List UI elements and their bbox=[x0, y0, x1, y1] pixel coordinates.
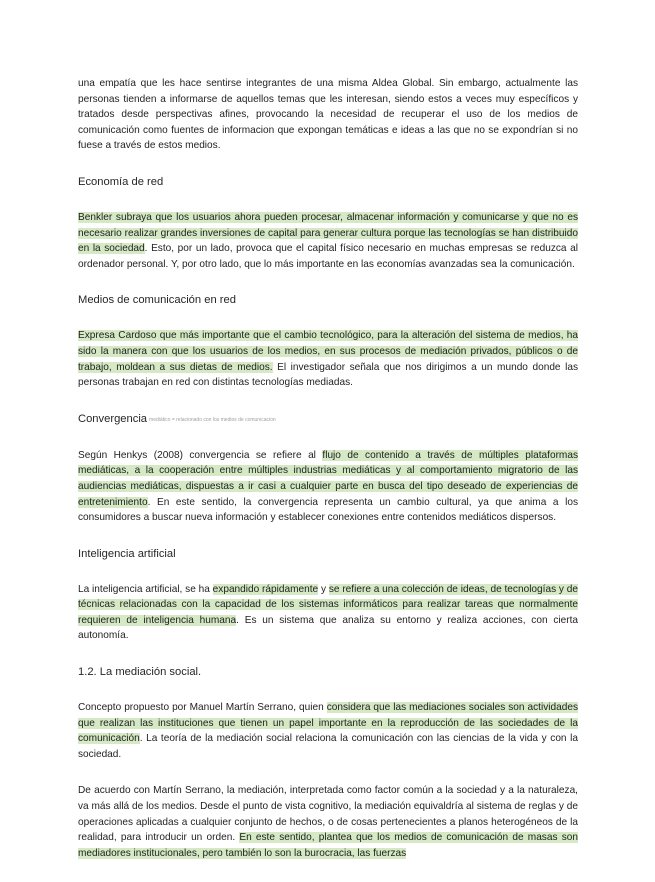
highlight: En este sentido, plantea que los medios de comunicación de masas son mediadores institucionales, pero también lo son la burocracia, las fuerzas bbox=[78, 832, 578, 859]
section-heading-mediacion: 1.2. La mediación social. bbox=[78, 666, 202, 679]
mediacion-paragraph-2: De acuerdo con Martín Serrano, la mediación, interpretada como factor común a la sociedad y a la naturaleza, va más allá de los medios. Desde el punto de vista cognitivo, la mediación equivaldría al sistema de reglas y de operaciones aplicadas a cualquier conjunto de hechos, o de cosas pertenecientes a planos heterogéneos de la realidad, para introducir un orden. En este sentido, plantea que los medios de comunicación de masas son mediadores institucionales, pero también lo son la burocracia, las fuerzas bbox=[78, 785, 578, 859]
ia-paragraph: La inteligencia artificial, se ha expandido rápidamente y se refiere a una colección de ideas, de tecnologías y de técnicas relacionadas con la capacidad de los sistemas informáticos para realizar tareas que normalmente requieren de inteligencia humana. Es un sistema que analiza su entorno y realiza acciones, con cierta autonomía. bbox=[78, 583, 579, 642]
document-body bbox=[78, 76, 578, 882]
mediacion-paragraph-1: Concepto propuesto por Manuel Martín Serrano, quien considera que las mediaciones sociales son actividades que realizan las instituciones que tienen un papel importante en la reproducción de las sociedades de la comunicación. La teoría de la mediación social relaciona la comunicación con las ciencias de la vida y con la sociedad. bbox=[78, 702, 578, 760]
highlight: Benkler subraya que los usuarios ahora pueden procesar, almacenar información y comunicarse y que no es necesario realizar grandes inversiones de capital para generar cultura porque las tecnologías se han distribuido en la sociedad bbox=[78, 211, 578, 255]
section-heading-medios: Medios de comunicación en red bbox=[78, 294, 236, 307]
medios-paragraph: Expresa Cardoso que más importante que el cambio tecnológico, para la alteración del sistema de medios, ha sido la manera con que los usuarios de los medios, en sus procesos de mediación privados, públicos o de trabajo, moldean a sus dietas de medios. El investigador señala que nos dirigimos a un mundo donde las personas trabajan en red con distintas tecnologías mediadas. bbox=[78, 330, 579, 389]
section-heading-convergencia: Convergencia mediático = relacionado con los medios de comunicacion bbox=[78, 412, 276, 425]
highlight: flujo de contenido a través de múltiples plataformas mediáticas, a la cooperación entre múltiples industrias mediáticas y al comportamiento migratorio de las audiencias mediáticas, dispuestas a ir casi a cualquier parte en busca del tipo deseado de experiencias de entretenimiento bbox=[78, 449, 578, 508]
highlight: expandido rápidamente bbox=[212, 583, 319, 595]
margin-comment: mediático = relacionado con los medios de comunicacion bbox=[149, 416, 276, 423]
highlight: considera que las mediaciones sociales son actividades que realizan las instituciones que tienen un papel importante en la reproducción de las sociedades de la comunicación bbox=[78, 702, 578, 745]
intro-paragraph: una empatía que les hace sentirse integrantes de una misma Aldea Global. Sin embargo, actualmente las personas tienden a informarse de aquellos temas que les interesan, siendo estos a veces muy específicos y tratados desde perspectivas afines, provocando la necesidad de recuperar el uso de los medios de comunicación como fuentes de informacion que expongan temáticas e ideas a las que no se expondrían si no fuese a través de estos medios. bbox=[78, 78, 578, 152]
section-heading-economia: Economía de red bbox=[78, 175, 164, 188]
highlight: Expresa Cardoso que más importante que el cambio tecnológico, para la alteración del sistema de medios, ha sido la manera con que los usuarios de los medios, en sus procesos de mediación privados, públicos o de trabajo, moldean a sus dietas de medios. bbox=[78, 330, 578, 373]
convergencia-paragraph: Según Henkys (2008) convergencia se refiere al flujo de contenido a través de múltiples plataformas mediáticas, a la cooperación entre múltiples industrias mediáticas y al comportamiento migratorio de las audiencias mediáticas, dispuestas a ir casi a cualquier parte en busca del tipo deseado de experiencias de entretenimiento. En este sentido, la convergencia representa un cambio cultural, ya que anima a los consumidores a buscar nueva información y establecer conexiones entre contenidos mediáticos dispersos. bbox=[78, 449, 578, 524]
economia-paragraph: Benkler subraya que los usuarios ahora pueden procesar, almacenar información y comunicarse y que no es necesario realizar grandes inversiones de capital para generar cultura porque las tecnologías se han distribuido en la sociedad. Esto, por un lado, provoca que el capital físico necesario en muchas empresas se reduzca al ordenador personal. Y, por otro lado, que lo más importante en las economías avanzadas sea la comunicación. bbox=[78, 211, 578, 270]
highlight: se refiere a una colección de ideas, de tecnologías y de técnicas relacionadas con la capacidad de los sistemas informáticos para realizar tareas que normalmente requieren de inteligencia humana bbox=[78, 583, 579, 626]
section-heading-ia: Inteligencia artificial bbox=[78, 547, 176, 560]
